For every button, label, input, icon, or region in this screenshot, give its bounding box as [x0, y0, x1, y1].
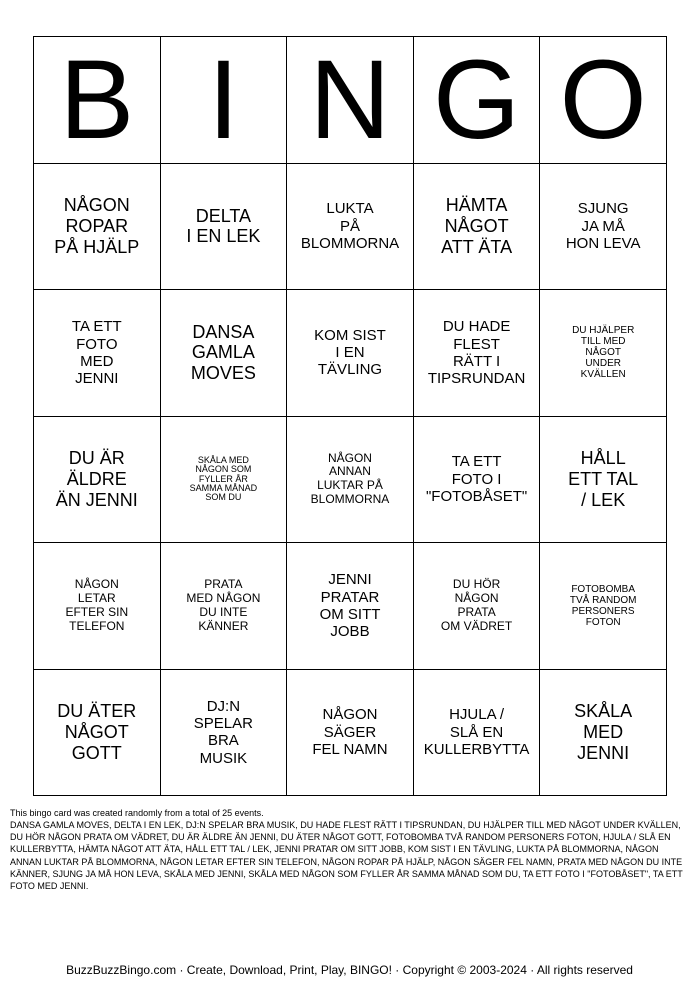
bingo-cell: LUKTA PÅ BLOMMORNA	[287, 164, 414, 291]
header-letter-g: G	[414, 37, 541, 164]
bingo-card	[33, 36, 667, 796]
header-letter-i: I	[161, 37, 288, 164]
bingo-cell: KOM SIST I EN TÄVLING	[287, 290, 414, 417]
bingo-cell: NÅGON ANNAN LUKTAR PÅ BLOMMORNA	[287, 417, 414, 544]
bingo-cell: JENNI PRATAR OM SITT JOBB	[287, 543, 414, 670]
page-footer: BuzzBuzzBingo.com · Create, Download, Print, Play, BINGO! · Copyright © 2003-2024 · All rights reserved	[66, 963, 633, 977]
header-letter-o: O	[540, 37, 667, 164]
bingo-cell: SKÅLA MED JENNI	[540, 670, 667, 797]
bingo-cell: TA ETT FOTO MED JENNI	[34, 290, 161, 417]
bingo-cell: NÅGON LETAR EFTER SIN TELEFON	[34, 543, 161, 670]
bingo-cell: DU HÖR NÅGON PRATA OM VÄDRET	[414, 543, 541, 670]
bingo-cell: DJ:N SPELAR BRA MUSIK	[161, 670, 288, 797]
bingo-cell: DU HADE FLEST RÄTT I TIPSRUNDAN	[414, 290, 541, 417]
bingo-cell: DU ÄTER NÅGOT GOTT	[34, 670, 161, 797]
info-events-list: DANSA GAMLA MOVES, DELTA I EN LEK, DJ:N SPELAR BRA MUSIK, DU HADE FLEST RÄTT I TIPSRUNDAN, DU HJÄLPER TILL MED NÅGOT UNDER KVÄLLEN, DU HÖR NÅGON PRATA OM VÄDRET, DU ÄR ÄLDRE ÄN JENNI, DU ÄTER NÅGOT GOTT, FOTOBOMBA TVÅ RANDOM PERSONERS FOTON, HJULA / SLÅ EN KULLERBYTTA, HÄMTA NÅGOT ATT ÄTA, HÅLL ETT TAL / LEK, JENNI PRATAR OM SITT JOBB, KOM SIST I EN TÄVLING, LUKTA PÅ BLOMMORNA, NÅGON ANNAN LUKTAR PÅ BLOMMORNA, NÅGON LETAR EFTER SIN TELEFON, NÅGON ROPAR PÅ HJÄLP, NÅGON SÄGER FEL NAMN, PRATA MED NÅGON DU INTE KÄNNER, SJUNG JA MÅ HON LEVA, SKÅLA MED JENNI, SKÅLA MED NÅGON SOM FYLLER ÅR SAMMA MÅNAD SOM DU, TA ETT FOTO I "FOTOBÅSET", TA ETT FOTO MED JENNI.	[10, 820, 683, 891]
bingo-cell: PRATA MED NÅGON DU INTE KÄNNER	[161, 543, 288, 670]
header-letter-b: B	[34, 37, 161, 164]
bingo-cell: DU ÄR ÄLDRE ÄN JENNI	[34, 417, 161, 544]
bingo-cell: HÅLL ETT TAL / LEK	[540, 417, 667, 544]
bingo-cell: FOTOBOMBA TVÅ RANDOM PERSONERS FOTON	[540, 543, 667, 670]
bingo-cell: NÅGON ROPAR PÅ HJÄLP	[34, 164, 161, 291]
card-info	[10, 807, 690, 892]
bingo-cell: HÄMTA NÅGOT ATT ÄTA	[414, 164, 541, 291]
bingo-cell: TA ETT FOTO I "FOTOBÅSET"	[414, 417, 541, 544]
bingo-cell: SJUNG JA MÅ HON LEVA	[540, 164, 667, 291]
bingo-cell: SKÅLA MED NÅGON SOM FYLLER ÅR SAMMA MÅNAD SOM DU	[161, 417, 288, 544]
info-summary: This bingo card was created randomly from a total of 25 events.	[10, 808, 264, 818]
bingo-cell: HJULA / SLÅ EN KULLERBYTTA	[414, 670, 541, 797]
bingo-cell: DELTA I EN LEK	[161, 164, 288, 291]
bingo-cell: NÅGON SÄGER FEL NAMN	[287, 670, 414, 797]
bingo-cell: DANSA GAMLA MOVES	[161, 290, 288, 417]
bingo-cell: DU HJÄLPER TILL MED NÅGOT UNDER KVÄLLEN	[540, 290, 667, 417]
header-letter-n: N	[287, 37, 414, 164]
